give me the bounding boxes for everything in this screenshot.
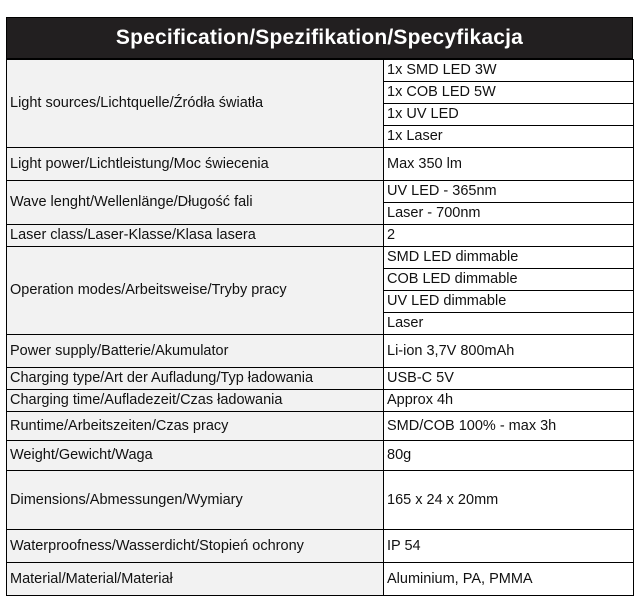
row-value: UV LED - 365nm [384,181,634,203]
table-row [7,335,634,368]
table-row [7,471,634,530]
row-value: IP 54 [384,530,634,563]
row-value: SMD/COB 100% - max 3h [384,412,634,441]
table-row [7,225,634,247]
row-label: Wave lenght/Wellenlänge/Długość fali [7,181,384,225]
row-label: Weight/Gewicht/Waga [7,441,384,471]
table-row [7,60,634,82]
table-row [7,530,634,563]
row-label: Operation modes/Arbeitsweise/Tryby pracy [7,247,384,335]
table-row [7,441,634,471]
row-value: SMD LED dimmable [384,247,634,269]
table-row [7,368,634,390]
row-value: 1x Laser [384,126,634,148]
row-label: Light sources/Lichtquelle/Źródła światła [7,60,384,148]
row-value: Li-ion 3,7V 800mAh [384,335,634,368]
row-label: Laser class/Laser-Klasse/Klasa lasera [7,225,384,247]
spec-sheet [6,17,633,596]
row-value: 1x COB LED 5W [384,82,634,104]
row-value: Max 350 lm [384,148,634,181]
table-row [7,148,634,181]
row-value: 1x SMD LED 3W [384,60,634,82]
row-label: Waterproofness/Wasserdicht/Stopień ochrony [7,530,384,563]
row-label: Dimensions/Abmessungen/Wymiary [7,471,384,530]
row-value: 1x UV LED [384,104,634,126]
row-label: Light power/Lichtleistung/Moc świecenia [7,148,384,181]
row-label: Power supply/Batterie/Akumulator [7,335,384,368]
row-value: 2 [384,225,634,247]
row-value: USB-C 5V [384,368,634,390]
row-value: Approx 4h [384,390,634,412]
row-value: 165 x 24 x 20mm [384,471,634,530]
row-label: Material/Material/Materiał [7,563,384,596]
row-label: Charging type/Art der Aufladung/Typ ładowania [7,368,384,390]
row-value: Aluminium, PA, PMMA [384,563,634,596]
table-row [7,181,634,203]
table-row [7,247,634,269]
row-value: UV LED dimmable [384,291,634,313]
row-label: Runtime/Arbeitszeiten/Czas pracy [7,412,384,441]
row-value: Laser - 700nm [384,203,634,225]
row-value: 80g [384,441,634,471]
spec-table [6,59,634,596]
row-value: COB LED dimmable [384,269,634,291]
table-row [7,563,634,596]
title-bar [6,17,633,59]
row-value: Laser [384,313,634,335]
page-title: Specification/Spezifikation/Specyfikacja [115,26,524,49]
table-row [7,412,634,441]
row-label: Charging time/Aufladezeit/Czas ładowania [7,390,384,412]
table-row [7,390,634,412]
